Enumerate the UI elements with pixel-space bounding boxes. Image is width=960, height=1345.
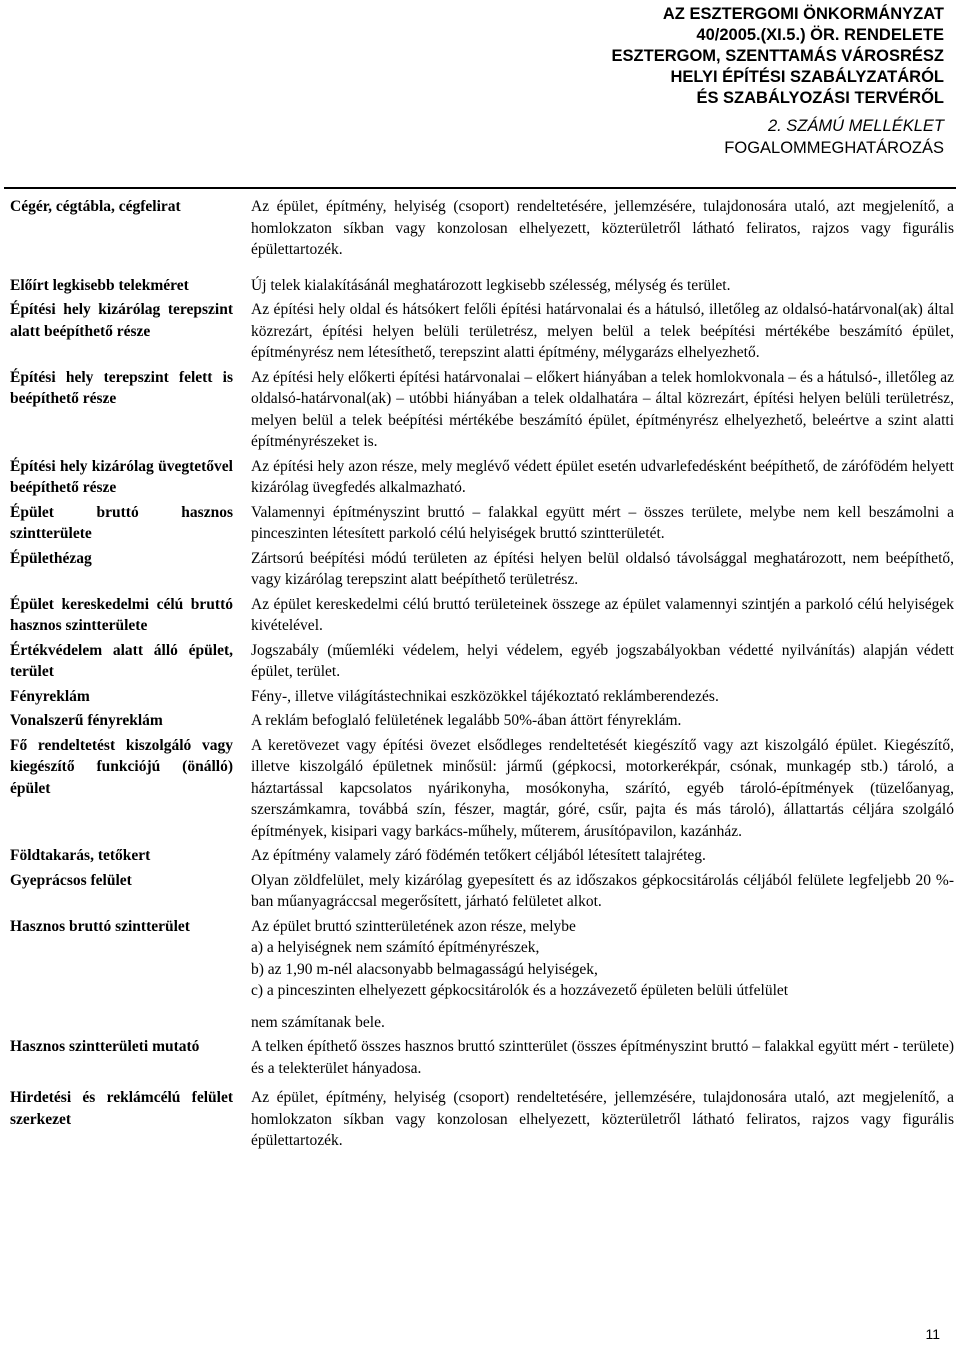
definition-term: Előírt legkisebb telekméret (10, 276, 189, 294)
definition-term: Építési hely terepszint felett is beépíthető része (10, 368, 233, 407)
definition-text (251, 710, 954, 732)
definition-text (251, 275, 954, 297)
definition-row (10, 456, 954, 499)
header-divider (4, 187, 956, 189)
definition-term: Hasznos bruttó szintterület (10, 917, 190, 935)
definition-line: Új telek kialakításánál meghatározott legkisebb szélesség, mélység és terület. (251, 276, 731, 294)
definition-row (10, 594, 954, 637)
definition-line: Valamennyi építményszint bruttó – falakkal együtt mért – összes területe, melybe nem kell beszámolni a pinceszinten létesített parkoló célú helyiségek bruttó szintterületét. (251, 503, 954, 542)
definition-line: b) az 1,90 m-nél alacsonyabb belmagasságú helyiségek, (251, 960, 598, 978)
definition-text (251, 845, 954, 867)
definition-line: a) a helyiségnek nem számító építményrészek, (251, 939, 540, 956)
page-number: 11 (925, 1326, 940, 1342)
definition-line: A reklám befoglaló felületének legalább 50%-ában áttört fényreklám. (251, 712, 682, 729)
definition-text (251, 870, 954, 913)
definition-text (251, 916, 954, 1034)
definition-line: Fény-, illetve világítástechnikai eszközökkel tájékoztató reklámberendezés. (251, 687, 719, 705)
definition-text (251, 686, 954, 708)
definition-line: A telken építhető összes hasznos bruttó szintterület (összes építményszint bruttó – falakkal együtt mért - területe) és a telekterület hányadosa. (251, 1038, 954, 1077)
definition-term: Gyeprácsos felület (10, 871, 132, 889)
definition-line: Az építési hely előkerti építési határvonalai – előkert hiányában a telek homlokvonala – és a hátulsó-, illetőleg az oldalsó-határvonal(ak) – utóbbi hiányában a telek oldalhatára – által közrezárt, építési helyen belüli területrész, melyen belül a telek beépítési mértékébe beszámító épület, építményrész elhelyezhető, beleértve a szint alatti építményrészeket is. (251, 368, 954, 450)
definition-text (251, 196, 954, 261)
definition-term: Épület kereskedelmi célú bruttó hasznos szintterülete (10, 595, 233, 634)
definition-text (251, 299, 954, 364)
definition-row (10, 735, 954, 843)
definition-term: Cégér, cégtábla, cégfelirat (10, 198, 181, 215)
definition-line: Az épület, építmény, helyiség (csoport) rendeltetésére, jellemzésére, tulajdonosára utaló, azt megjelenítő, a homlokzaton síkban vagy konzolosan elhelyezett, közterületről látható feliratos, rajzos vagy figurális épülettartozék. (251, 1089, 954, 1149)
definition-line: Zártsorú beépítési módú területen az építési helyen belül oldalsó távolsággal meghatározott, nem beépíthető, vagy kizárólag terepszint alatt beépíthető területrész. (251, 549, 954, 588)
definition-text (251, 640, 954, 683)
definition-row (10, 686, 954, 708)
definition-line: Olyan zöldfelület, mely kizárólag gyepesített és az időszakos gépkocsitárolás céljából felülete legfeljebb 20 %-ban műanyagráccsal megerősített, járható felületet alkot. (251, 871, 954, 910)
definition-text (251, 1087, 954, 1152)
definition-line: nem számítanak bele. (251, 1013, 385, 1031)
header-line: AZ ESZTERGOMI ÖNKORMÁNYZAT (662, 5, 944, 23)
definition-line: Az építési hely oldal és hátsókert felőli építési határvonalai és a hátulsó, illetőleg az oldalsó-határvonal(ak) által közrezárt, építési helyen belüli területrész, melyen belül a telek beépítési mértékébe beszámító épület, építményrész nem létesíthető, terepszint alatti építmény, mélygarázs elhelyezhető. (251, 301, 954, 361)
definition-term: Értékvédelem alatt álló épület, terület (10, 641, 233, 680)
header-line: 40/2005.(XI.5.) ÖR. RENDELETE (696, 26, 944, 44)
section-title: FOGALOMMEGHATÁROZÁS (724, 139, 944, 157)
definition-line: c) a pinceszinten elhelyezett gépkocsitárolók és a hozzávezető épületen belüli útfelület (251, 982, 789, 999)
definitions-table (10, 196, 954, 1160)
document-header (612, 4, 944, 109)
definition-row (10, 1036, 954, 1079)
definition-row (10, 502, 954, 545)
definition-text (251, 456, 954, 499)
definition-line: Az építmény valamely záró födémén tetőkert céljából létesített talajréteg. (251, 847, 706, 864)
header-line: HELYI ÉPÍTÉSI SZABÁLYZATÁRÓL (670, 68, 944, 86)
definition-term: Fényreklám (10, 687, 90, 705)
section-heading (724, 115, 944, 159)
definition-line: Az építési hely azon része, mely meglévő védett épület esetén udvarlefedésként beépíthető, de zárófödém helyett kizárólag üvegfedés alkalmazható. (251, 457, 954, 496)
definition-line: A keretövezet vagy építési övezet elsődleges rendeltetését kiegészítő vagy azt kiszolgáló épület. Kiegészítő, illetve kiszolgáló épületnek minősül: jármű (gépkocsi, motorkerékpár, csónak, munkagép stb.) tároló, a háztartással kapcsolatos nyárikonyha, mosókonyha, szárító, egyéb tároló-építmények (tüzelőanyag, szerszámkamra, továbbá szín, fészer, magtár, góré, csűr, pajta és más tároló), állattartás céljára szolgáló építmények, kisipari vagy barkács-műhely, műterem, árusítópavilon, kazánház. (251, 736, 954, 840)
definition-term: Építési hely kizárólag terepszint alatt beépíthető része (10, 301, 233, 340)
definition-row (10, 870, 954, 913)
definition-row (10, 367, 954, 453)
definition-row (10, 640, 954, 683)
definition-term: Épülethézag (10, 549, 92, 567)
definition-row (10, 1087, 954, 1152)
header-line: ESZTERGOM, SZENTTAMÁS VÁROSRÉSZ (611, 47, 944, 65)
definition-line: Jogszabály (műemléki védelem, helyi védelem, egyéb jogszabályokban védetté nyilvánítás) alapján védett épület, terület. (251, 641, 954, 680)
definition-term: Fő rendeltetést kiszolgáló vagy kiegészítő funkciójú (önálló) épület (10, 736, 233, 797)
definition-row (10, 548, 954, 591)
definition-text (251, 367, 954, 453)
definition-text (251, 594, 954, 637)
annex-label: 2. SZÁMÚ MELLÉKLET (767, 117, 944, 135)
definition-line: Az épület bruttó szintterületének azon része, melybe (251, 917, 576, 935)
definition-text (251, 735, 954, 843)
definition-row (10, 916, 954, 1034)
definition-row (10, 299, 954, 364)
definition-term: Építési hely kizárólag üvegtetővel beépíthető része (10, 457, 233, 496)
header-line: ÉS SZABÁLYOZÁSI TERVÉRŐL (696, 89, 944, 107)
definition-text (251, 1036, 954, 1079)
definition-term: Hirdetési és reklámcélú felület szerkezet (10, 1089, 233, 1128)
definition-line: Az épület, építmény, helyiség (csoport) rendeltetésére, jellemzésére, tulajdonosára utaló, azt megjelenítő, a homlokzaton síkban vagy konzolosan elhelyezett, közterületről látható feliratos, rajzos vagy figurális épülettartozék. (251, 198, 954, 258)
definition-term: Vonalszerű fényreklám (10, 712, 163, 729)
definition-line: Az épület kereskedelmi célú bruttó területeinek összege az épület valamennyi szintjén a parkoló célú helyiségek kivételével. (251, 595, 954, 634)
definition-term: Hasznos szintterületi mutató (10, 1038, 200, 1055)
definition-row (10, 845, 954, 867)
definition-text (251, 502, 954, 545)
definition-text (251, 548, 954, 591)
definition-term: Épület bruttó hasznos szintterülete (10, 503, 233, 542)
definition-term: Földtakarás, tetőkert (10, 847, 151, 864)
definition-row (10, 196, 954, 261)
definition-row (10, 710, 954, 732)
definition-row (10, 275, 954, 297)
